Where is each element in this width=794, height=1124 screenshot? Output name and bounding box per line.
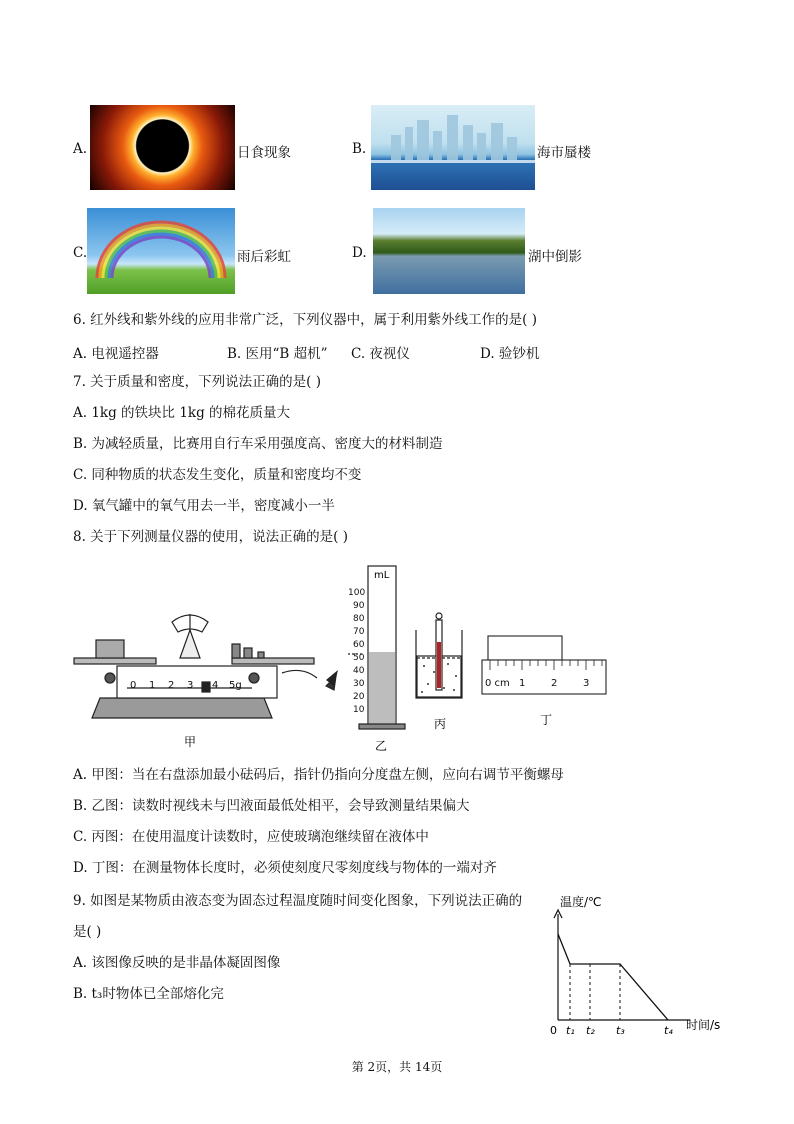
q9-option-b[interactable]: B. t₃时物体已全部熔化完	[73, 986, 224, 1002]
x-tick-label: t₃	[616, 1024, 625, 1037]
q8-option-a[interactable]: A. 甲图：当在右盘添加最小砝码后，指针仍指向分度盘左侧，应向右调节平衡螺母	[73, 767, 564, 783]
cylinder-tick: 40	[353, 666, 365, 676]
q7-option-c[interactable]: C. 同种物质的状态发生变化，质量和密度均不变	[73, 467, 362, 483]
cylinder-tick: 100	[348, 588, 366, 598]
option-letter: A.	[73, 141, 88, 157]
ruler-tick: 1	[519, 678, 526, 689]
q8-option-b[interactable]: B. 乙图：读数时视线未与凹液面最低处相平，会导致测量结果偏大	[73, 798, 470, 814]
x-tick-labels	[550, 1024, 673, 1037]
cylinder-tick: 50	[353, 653, 365, 663]
option-label: 海市蜃楼	[537, 145, 591, 161]
x-tick-label: t₄	[664, 1024, 673, 1037]
ruler-tick: 3	[583, 678, 590, 689]
cylinder-tick: 10	[353, 705, 365, 715]
solar-eclipse-image	[90, 105, 235, 190]
scale-tick: 0	[130, 680, 137, 691]
cylinder-unit: mL	[374, 570, 390, 581]
chart-ylabel: 温度/℃	[560, 895, 602, 909]
figure-label-bing: 丙	[434, 717, 447, 731]
option-letter: B.	[352, 141, 367, 157]
q7-option-a[interactable]: A. 1kg 的铁块比 1kg 的棉花质量大	[73, 405, 291, 421]
x-tick-label: t₁	[566, 1024, 575, 1037]
cylinder-tick: 60	[353, 640, 365, 650]
figure-label-ding: 丁	[540, 713, 553, 727]
option-label: 雨后彩虹	[237, 249, 291, 265]
scale-tick: 4	[212, 680, 219, 691]
q8-option-c[interactable]: C. 丙图：在使用温度计读数时，应使玻璃泡继续留在液体中	[73, 829, 429, 845]
option-letter: C.	[73, 245, 88, 261]
q7-stem: 7. 关于质量和密度，下列说法正确的是( )	[73, 374, 321, 390]
thermometer-beaker	[416, 613, 462, 698]
rainbow-arc	[87, 208, 235, 294]
q7-option-b[interactable]: B. 为减轻质量，比赛用自行车采用强度高、密度大的材料制造	[73, 436, 443, 452]
q6-option-b[interactable]: B. 医用“B 超机”	[227, 346, 328, 362]
scale-tick: 5g	[229, 680, 242, 691]
cylinder-tick: 80	[353, 614, 365, 624]
mirage-image	[371, 105, 535, 190]
q8-figure	[72, 558, 617, 758]
chart-xlabel: 时间/s	[686, 1018, 721, 1032]
q6-stem: 6. 红外线和紫外线的应用非常广泛，下列仪器中，属于利用紫外线工作的是( )	[73, 312, 537, 328]
q6-option-c[interactable]: C. 夜视仪	[351, 346, 410, 362]
x-tick-label: t₂	[586, 1024, 595, 1037]
scale-tick: 3	[187, 680, 194, 691]
lake-reflection-image	[373, 208, 525, 294]
ruler-tick: 0 cm	[485, 678, 510, 689]
q9-stem-line1: 9. 如图是某物质由液态变为固态过程温度随时间变化图象，下列说法正确的	[73, 893, 523, 909]
q9-stem-line2: 是( )	[73, 924, 102, 940]
scale-tick: 2	[168, 680, 175, 691]
q9-option-a[interactable]: A. 该图像反映的是非晶体凝固图像	[73, 955, 281, 971]
cylinder-tick: 20	[353, 692, 365, 702]
cylinder-tick: 30	[353, 679, 365, 689]
q8-stem: 8. 关于下列测量仪器的使用，说法正确的是( )	[73, 529, 348, 545]
page-footer: 第 2页，共 14页	[351, 1060, 443, 1074]
cylinder-tick: 90	[353, 601, 365, 611]
ruler-tick: 2	[551, 678, 558, 689]
cooling-curve-line	[558, 934, 668, 1020]
curve-layer	[558, 934, 668, 1020]
balance-diagram	[74, 614, 336, 718]
q8-option-d[interactable]: D. 丁图：在测量物体长度时，必须使刻度尺零刻度线与物体的一端对齐	[73, 860, 497, 876]
figure-label-jia: 甲	[184, 735, 197, 749]
x-tick-label: 0	[550, 1024, 557, 1037]
cooling-curve-chart	[540, 888, 730, 1038]
scale-tick: 1	[149, 680, 156, 691]
q6-options	[73, 342, 633, 360]
rainbow-image	[87, 208, 235, 294]
q6-option-d[interactable]: D. 验钞机	[480, 346, 540, 362]
figure-label-yi: 乙	[375, 739, 388, 753]
option-label: 日食现象	[237, 145, 291, 161]
q7-option-d[interactable]: D. 氧气罐中的氧气用去一半，密度减小一半	[73, 498, 335, 514]
q6-option-a[interactable]: A. 电视遥控器	[73, 346, 159, 362]
cylinder-tick: 70	[353, 627, 365, 637]
option-letter: D.	[352, 245, 367, 261]
option-label: 湖中倒影	[528, 249, 582, 265]
cylinder-ticks	[348, 588, 365, 715]
mirage-buildings	[371, 105, 535, 190]
